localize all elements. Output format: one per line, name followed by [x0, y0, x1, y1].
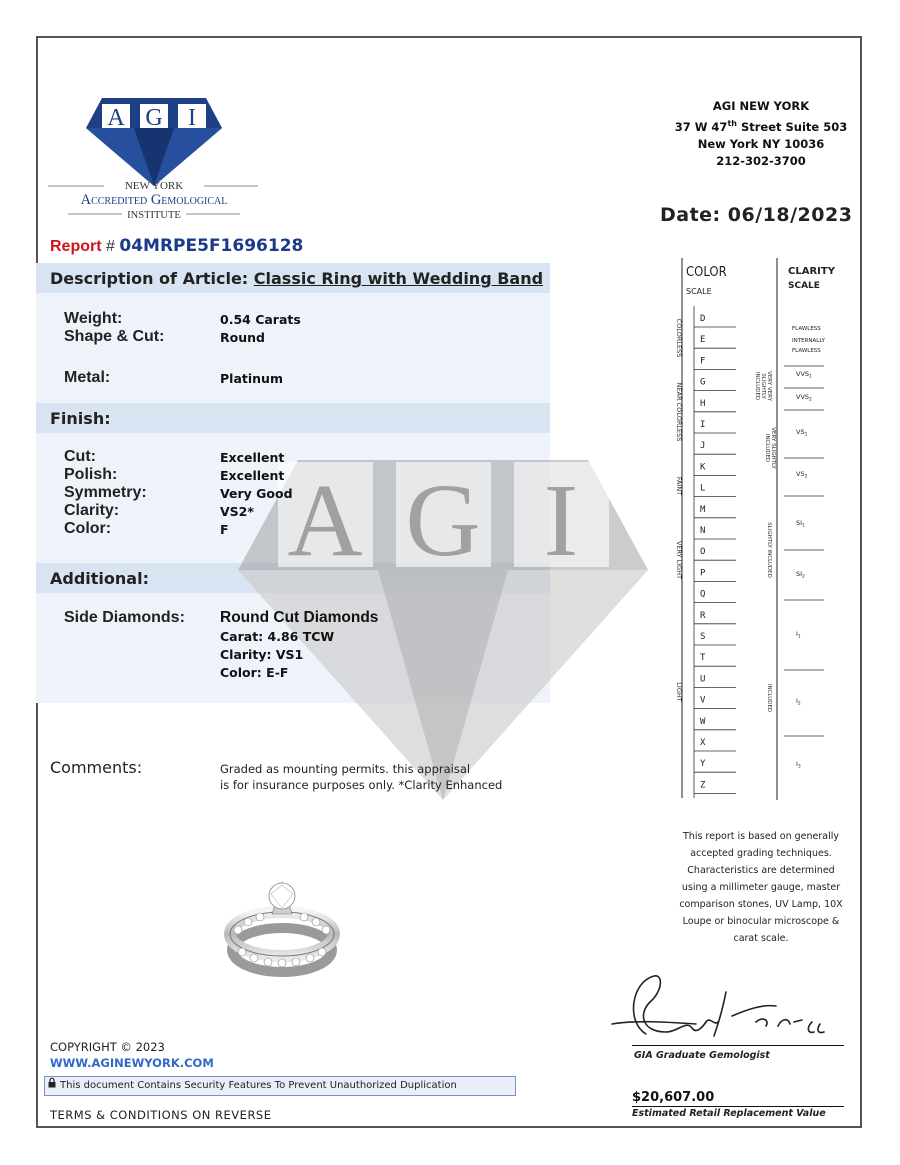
clarity-group-label: VERY SLIGHTLY	[770, 427, 776, 469]
cut-label: Cut:	[64, 448, 96, 465]
polish-label: Polish:	[64, 466, 118, 483]
polish-value: Excellent	[220, 468, 285, 483]
value-line	[632, 1106, 844, 1107]
clarity-label: Clarity:	[64, 502, 120, 519]
watermark-letter-i: I	[543, 463, 579, 578]
office-address	[666, 98, 856, 170]
gemologist-signature	[606, 962, 836, 1052]
logo-letter-i: I	[188, 105, 196, 131]
appraised-value: $20,607.00	[632, 1090, 715, 1105]
logo-institute: INSTITUTE	[127, 210, 181, 221]
office-phone: 212-302-3700	[716, 153, 806, 168]
color-grade-f: F	[700, 356, 706, 367]
side-diamonds-color: Color: E-F	[220, 665, 289, 680]
clarity-scale-subtitle: SCALE	[788, 281, 820, 291]
report-number: Report # 04MRPE5F1696128	[50, 236, 304, 256]
color-group-label: NEAR COLORLESS	[675, 382, 683, 442]
color-scale-title: COLOR	[686, 265, 727, 280]
office-street: 37 W 47th Street Suite 503	[674, 119, 848, 134]
clarity-group-label: SLIGHTLY	[760, 373, 766, 399]
office-city: New York NY 10036	[697, 136, 825, 151]
weight-label: Weight:	[64, 310, 123, 327]
security-notice: This document Contains Security Features To Prevent Unauthorized Duplication	[44, 1076, 516, 1096]
color-grade-o: O	[700, 547, 706, 558]
color-grade-h: H	[700, 398, 706, 409]
clarity-grade-i1: $I_1$	[796, 630, 801, 640]
color-grade-y: Y	[700, 759, 706, 770]
cut-value: Excellent	[220, 450, 285, 465]
clarity-grade-si1: $SI_1$	[796, 519, 805, 529]
symmetry-value: Very Good	[220, 486, 293, 501]
shape-value: Round	[220, 330, 265, 345]
clarity-grade-si2: $SI_2$	[796, 570, 805, 580]
clarity-grade-vs1: $VS_1$	[796, 428, 808, 438]
office-name: AGI NEW YORK	[712, 99, 810, 113]
clarity-grade-vvs1: $VVS_1$	[796, 370, 812, 380]
logo-letter-g: G	[145, 105, 163, 131]
color-grade-n: N	[700, 526, 706, 536]
clarity-scale-title: CLARITY	[788, 266, 835, 277]
clarity-grade-i2: $I_2$	[796, 697, 801, 707]
color-grade-v: V	[700, 695, 706, 706]
color-grade-u: U	[700, 674, 706, 685]
color-grade-k: K	[700, 462, 706, 473]
weight-value: 0.54 Carats	[220, 312, 301, 327]
article-name: Classic Ring with Wedding Band	[253, 269, 544, 288]
color-label: Color:	[64, 520, 112, 537]
side-diamonds-clarity: Clarity: VS1	[220, 647, 304, 662]
clarity-internally-flawless: FLAWLESS	[792, 348, 821, 354]
clarity-group-label: INCLUDED	[764, 433, 770, 463]
color-grade-g: G	[700, 377, 706, 388]
shape-label: Shape & Cut:	[64, 328, 165, 345]
clarity-group-label: VERY VERY	[766, 371, 772, 401]
logo-letter-a: A	[107, 105, 125, 131]
clarity-internally: INTERNALLY	[792, 338, 826, 344]
color-grade-t: T	[700, 653, 706, 664]
ring-image	[222, 872, 342, 980]
terms-notice: TERMS & CONDITIONS ON REVERSE	[50, 1108, 272, 1122]
color-grade-l: L	[700, 483, 706, 494]
color-grade-j: J	[700, 441, 706, 452]
clarity-value: VS2*	[220, 504, 254, 519]
watermark-letter-a: A	[287, 463, 363, 578]
metal-label: Metal:	[64, 369, 111, 386]
color-grade-w: W	[700, 716, 706, 727]
report-date: Date: 06/18/2023	[660, 204, 853, 226]
lock-icon	[48, 1077, 58, 1095]
additional-heading: Additional:	[50, 569, 149, 588]
appraised-value-label: Estimated Retail Replacement Value	[632, 1108, 826, 1119]
color-grade-m: M	[700, 504, 706, 515]
side-diamonds-label: Side Diamonds:	[64, 609, 185, 626]
website-link[interactable]: WWW.AGINEWYORK.COM	[50, 1056, 214, 1070]
logo-new-york: NEW YORK	[124, 180, 184, 192]
color-grade-p: P	[700, 568, 706, 579]
signature-line	[632, 1045, 844, 1046]
color-grade-x: X	[700, 738, 706, 748]
clarity-group-label: SLIGHTLY INCLUDED	[766, 522, 772, 578]
color-grade-e: E	[700, 335, 706, 346]
color-grade-d: D	[700, 314, 706, 324]
clarity-grade-i3: $I_3$	[796, 760, 801, 770]
color-grade-r: R	[700, 610, 706, 621]
comments-text: Graded as mounting permits. this appraisal is for insurance purposes only. *Clarity Enhanced	[220, 762, 503, 792]
clarity-grade-vs2: $VS_2$	[796, 470, 808, 480]
grading-scale	[672, 258, 852, 803]
color-value: F	[220, 522, 229, 537]
clarity-grade-vvs2: $VVS_2$	[796, 393, 812, 403]
color-grade-s: S	[700, 632, 706, 642]
color-group-label: VERY LIGHT	[675, 540, 683, 580]
color-grade-q: Q	[700, 589, 706, 600]
side-diamonds-carat: Carat: 4.86 TCW	[220, 629, 335, 644]
copyright: COPYRIGHT © 2023	[50, 1040, 165, 1054]
color-group-label: LIGHT	[675, 682, 683, 702]
metal-value: Platinum	[220, 371, 283, 386]
color-grade-z: Z	[700, 780, 706, 791]
description-heading: Description of Article: Classic Ring with Wedding Band	[50, 269, 544, 288]
clarity-group-label: INCLUDED	[754, 371, 760, 401]
grading-note: This report is based on generally accepted grading techniques. Characteristics are determined using a millimeter gauge, master comparison stones, UV Lamp, 10X Loupe or binocular microscope & carat scale.	[679, 831, 843, 944]
signature-title: GIA Graduate Gemologist	[634, 1050, 770, 1061]
agi-logo	[44, 90, 264, 225]
clarity-flawless: FLAWLESS	[792, 326, 821, 332]
finish-heading: Finish:	[50, 409, 111, 428]
color-group-label: COLORLESS	[675, 318, 683, 358]
color-scale-subtitle: SCALE	[686, 287, 712, 296]
comments-label: Comments:	[50, 758, 143, 777]
symmetry-label: Symmetry:	[64, 484, 147, 501]
watermark-letter-g: G	[405, 463, 481, 578]
logo-accredited-gemological: Accredited Gemological	[80, 192, 228, 208]
side-diamonds-type: Round Cut Diamonds	[220, 609, 379, 626]
clarity-group-label: INCLUDED	[766, 683, 772, 713]
color-grade-i: I	[700, 420, 706, 430]
color-group-label: FAINT	[675, 476, 683, 496]
